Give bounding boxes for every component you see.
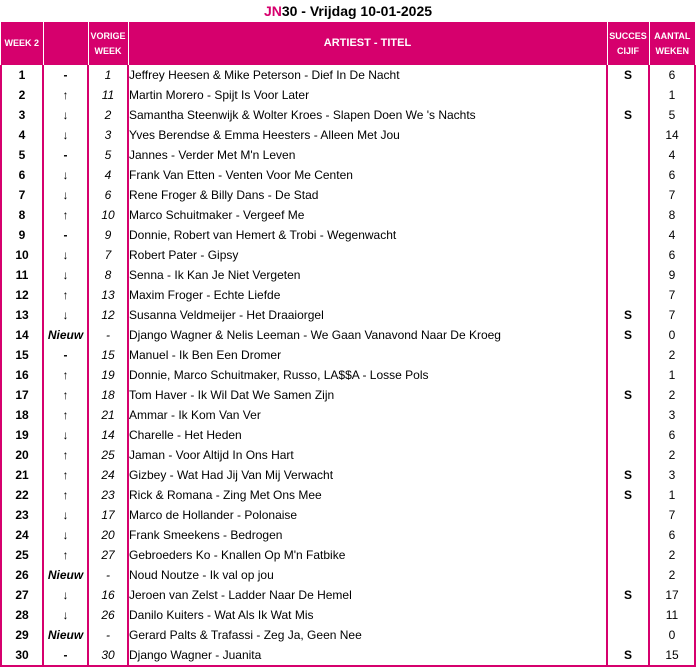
table-row (1, 405, 695, 425)
table-row (1, 365, 695, 385)
position-cell: 2 (1, 85, 43, 105)
arrow-up-icon: ↑ (62, 408, 69, 422)
success-cell (607, 125, 649, 145)
previous-week-cell: 27 (88, 545, 128, 565)
artist-title-cell: Donnie, Marco Schuitmaker, Russo, LA$$A - Losse Pols (128, 365, 607, 385)
table-row (1, 545, 695, 565)
arrow-down-icon: ↓ (62, 308, 69, 322)
arrow-down-icon: ↓ (62, 268, 69, 282)
previous-week-cell: 11 (88, 85, 128, 105)
success-cell (607, 545, 649, 565)
movement-cell: - (43, 65, 88, 85)
chart-brand: JN (263, 3, 282, 19)
table-row (1, 345, 695, 365)
previous-week-cell: 3 (88, 125, 128, 145)
position-cell: 19 (1, 425, 43, 445)
movement-cell (43, 465, 88, 485)
artist-title-cell: Martin Morero - Spijt Is Voor Later (128, 85, 607, 105)
previous-week-cell: 5 (88, 145, 128, 165)
position-cell: 13 (1, 305, 43, 325)
weeks-count-cell: 6 (649, 525, 695, 545)
artist-title-cell: Jaman - Voor Altijd In Ons Hart (128, 445, 607, 465)
weeks-count-cell: 7 (649, 185, 695, 205)
artist-title-cell: Django Wagner & Nelis Leeman - We Gaan Vanavond Naar De Kroeg (128, 325, 607, 345)
weeks-count-cell: 8 (649, 205, 695, 225)
movement-cell: Nieuw (43, 565, 88, 585)
artist-title-cell: Jannes - Verder Met M'n Leven (128, 145, 607, 165)
movement-cell (43, 525, 88, 545)
previous-week-cell: 15 (88, 345, 128, 365)
weeks-count-cell: 2 (649, 345, 695, 365)
header-prev-line1: VORIGE (90, 30, 126, 41)
previous-week-cell: 4 (88, 165, 128, 185)
arrow-down-icon: ↓ (62, 508, 69, 522)
weeks-count-cell: 2 (649, 385, 695, 405)
arrow-up-icon: ↑ (62, 448, 69, 462)
weeks-count-cell: 4 (649, 145, 695, 165)
arrow-down-icon: ↓ (62, 248, 69, 262)
arrow-up-icon: ↑ (62, 368, 69, 382)
table-row (1, 225, 695, 245)
weeks-count-cell: 0 (649, 325, 695, 345)
header-success (607, 22, 649, 65)
movement-cell: - (43, 645, 88, 666)
arrow-down-icon: ↓ (62, 108, 69, 122)
header-artist-title: ARTIEST - TITEL (128, 22, 607, 65)
table-row (1, 445, 695, 465)
position-cell: 28 (1, 605, 43, 625)
movement-cell: Nieuw (43, 325, 88, 345)
success-cell: S (607, 645, 649, 666)
table-row (1, 645, 695, 666)
artist-title-cell: Tom Haver - Ik Wil Dat We Samen Zijn (128, 385, 607, 405)
position-cell: 18 (1, 405, 43, 425)
arrow-up-icon: ↑ (62, 548, 69, 562)
artist-title-cell: Yves Berendse & Emma Heesters - Alleen Met Jou (128, 125, 607, 145)
movement-cell (43, 605, 88, 625)
header-movement (43, 22, 88, 65)
artist-title-cell: Maxim Froger - Echte Liefde (128, 285, 607, 305)
previous-week-cell: 25 (88, 445, 128, 465)
chart-title (0, 0, 696, 22)
arrow-up-icon: ↑ (62, 388, 69, 402)
artist-title-cell: Ammar - Ik Kom Van Ver (128, 405, 607, 425)
movement-cell (43, 405, 88, 425)
arrow-down-icon: ↓ (62, 428, 69, 442)
previous-week-cell: 6 (88, 185, 128, 205)
position-cell: 10 (1, 245, 43, 265)
arrow-down-icon: ↓ (62, 528, 69, 542)
table-row (1, 625, 695, 645)
previous-week-cell: 21 (88, 405, 128, 425)
position-cell: 15 (1, 345, 43, 365)
weeks-count-cell: 4 (649, 225, 695, 245)
table-row (1, 205, 695, 225)
movement-cell: - (43, 225, 88, 245)
movement-cell (43, 125, 88, 145)
chart-body (1, 65, 695, 666)
table-row (1, 425, 695, 445)
position-cell: 21 (1, 465, 43, 485)
movement-cell (43, 545, 88, 565)
previous-week-cell: 16 (88, 585, 128, 605)
artist-title-cell: Donnie, Robert van Hemert & Trobi - Wegenwacht (128, 225, 607, 245)
arrow-down-icon: ↓ (62, 188, 69, 202)
weeks-count-cell: 6 (649, 65, 695, 85)
artist-title-cell: Gizbey - Wat Had Jij Van Mij Verwacht (128, 465, 607, 485)
weeks-count-cell: 6 (649, 425, 695, 445)
movement-cell: - (43, 345, 88, 365)
position-cell: 17 (1, 385, 43, 405)
header-previous-week (88, 22, 128, 65)
artist-title-cell: Robert Pater - Gipsy (128, 245, 607, 265)
position-cell: 30 (1, 645, 43, 666)
success-cell: S (607, 385, 649, 405)
arrow-up-icon: ↑ (62, 288, 69, 302)
movement-cell: Nieuw (43, 625, 88, 645)
success-cell (607, 625, 649, 645)
success-cell (607, 425, 649, 445)
success-cell (607, 505, 649, 525)
header-succ-line2: CIJIF (616, 45, 639, 56)
success-cell (607, 145, 649, 165)
artist-title-cell: Rick & Romana - Zing Met Ons Mee (128, 485, 607, 505)
previous-week-cell: 18 (88, 385, 128, 405)
success-cell: S (607, 325, 649, 345)
table-row (1, 125, 695, 145)
table-row (1, 105, 695, 125)
weeks-count-cell: 17 (649, 585, 695, 605)
success-cell: S (607, 105, 649, 125)
success-cell (607, 245, 649, 265)
artist-title-cell: Rene Froger & Billy Dans - De Stad (128, 185, 607, 205)
table-row (1, 505, 695, 525)
movement-cell: - (43, 145, 88, 165)
weeks-count-cell: 3 (649, 465, 695, 485)
arrow-down-icon: ↓ (62, 128, 69, 142)
artist-title-cell: Django Wagner - Juanita (128, 645, 607, 666)
movement-cell (43, 285, 88, 305)
weeks-count-cell: 15 (649, 645, 695, 666)
table-row (1, 485, 695, 505)
table-row (1, 525, 695, 545)
success-cell (607, 345, 649, 365)
artist-title-cell: Charelle - Het Heden (128, 425, 607, 445)
weeks-count-cell: 1 (649, 485, 695, 505)
weeks-count-cell: 3 (649, 405, 695, 425)
arrow-down-icon: ↓ (62, 588, 69, 602)
success-cell (607, 285, 649, 305)
artist-title-cell: Samantha Steenwijk & Wolter Kroes - Slapen Doen We 's Nachts (128, 105, 607, 125)
weeks-count-cell: 7 (649, 305, 695, 325)
position-cell: 7 (1, 185, 43, 205)
arrow-up-icon: ↑ (62, 468, 69, 482)
success-cell: S (607, 65, 649, 85)
artist-title-cell: Marco Schuitmaker - Vergeef Me (128, 205, 607, 225)
previous-week-cell: 14 (88, 425, 128, 445)
position-cell: 24 (1, 525, 43, 545)
movement-cell (43, 505, 88, 525)
previous-week-cell: 7 (88, 245, 128, 265)
position-cell: 9 (1, 225, 43, 245)
previous-week-cell: 12 (88, 305, 128, 325)
previous-week-cell: 23 (88, 485, 128, 505)
arrow-down-icon: ↓ (62, 168, 69, 182)
table-row (1, 305, 695, 325)
weeks-count-cell: 2 (649, 545, 695, 565)
movement-cell (43, 485, 88, 505)
header-week: WEEK 2 (1, 22, 43, 65)
artist-title-cell: Danilo Kuiters - Wat Als Ik Wat Mis (128, 605, 607, 625)
previous-week-cell: 1 (88, 65, 128, 85)
position-cell: 14 (1, 325, 43, 345)
previous-week-cell: - (88, 565, 128, 585)
table-row (1, 185, 695, 205)
success-cell (607, 225, 649, 245)
table-row (1, 165, 695, 185)
artist-title-cell: Manuel - Ik Ben Een Dromer (128, 345, 607, 365)
artist-title-cell: Noud Noutze - Ik val op jou (128, 565, 607, 585)
previous-week-cell: 24 (88, 465, 128, 485)
success-cell: S (607, 585, 649, 605)
position-cell: 27 (1, 585, 43, 605)
movement-cell (43, 105, 88, 125)
arrow-up-icon: ↑ (62, 488, 69, 502)
position-cell: 4 (1, 125, 43, 145)
weeks-count-cell: 11 (649, 605, 695, 625)
previous-week-cell: - (88, 625, 128, 645)
artist-title-cell: Frank Van Etten - Venten Voor Me Centen (128, 165, 607, 185)
arrow-up-icon: ↑ (62, 208, 69, 222)
position-cell: 29 (1, 625, 43, 645)
success-cell: S (607, 485, 649, 505)
position-cell: 8 (1, 205, 43, 225)
previous-week-cell: 13 (88, 285, 128, 305)
position-cell: 22 (1, 485, 43, 505)
header-succ-line1: SUCCES (609, 30, 647, 41)
weeks-count-cell: 7 (649, 285, 695, 305)
artist-title-cell: Jeffrey Heesen & Mike Peterson - Dief In De Nacht (128, 65, 607, 85)
table-row (1, 565, 695, 585)
header-weeks-line2: WEKEN (655, 45, 689, 56)
success-cell (607, 365, 649, 385)
movement-cell (43, 385, 88, 405)
position-cell: 16 (1, 365, 43, 385)
weeks-count-cell: 6 (649, 245, 695, 265)
table-row (1, 605, 695, 625)
weeks-count-cell: 6 (649, 165, 695, 185)
movement-cell (43, 185, 88, 205)
artist-title-cell: Marco de Hollander - Polonaise (128, 505, 607, 525)
success-cell (607, 605, 649, 625)
artist-title-cell: Susanna Veldmeijer - Het Draaiorgel (128, 305, 607, 325)
success-cell (607, 205, 649, 225)
artist-title-cell: Gerard Palts & Trafassi - Zeg Ja, Geen Nee (128, 625, 607, 645)
chart-table (0, 22, 696, 667)
success-cell: S (607, 465, 649, 485)
artist-title-cell: Jeroen van Zelst - Ladder Naar De Hemel (128, 585, 607, 605)
artist-title-cell: Gebroeders Ko - Knallen Op M'n Fatbike (128, 545, 607, 565)
weeks-count-cell: 1 (649, 365, 695, 385)
weeks-count-cell: 9 (649, 265, 695, 285)
weeks-count-cell: 2 (649, 565, 695, 585)
previous-week-cell: 17 (88, 505, 128, 525)
table-row (1, 385, 695, 405)
table-row (1, 265, 695, 285)
table-row (1, 585, 695, 605)
position-cell: 6 (1, 165, 43, 185)
movement-cell (43, 445, 88, 465)
success-cell (607, 85, 649, 105)
movement-cell (43, 425, 88, 445)
movement-cell (43, 165, 88, 185)
previous-week-cell: - (88, 325, 128, 345)
table-row (1, 285, 695, 305)
artist-title-cell: Frank Smeekens - Bedrogen (128, 525, 607, 545)
arrow-down-icon: ↓ (62, 608, 69, 622)
success-cell: S (607, 305, 649, 325)
chart-date-title: 30 - Vrijdag 10-01-2025 (281, 3, 433, 19)
position-cell: 5 (1, 145, 43, 165)
position-cell: 1 (1, 65, 43, 85)
table-row (1, 85, 695, 105)
weeks-count-cell: 14 (649, 125, 695, 145)
movement-cell (43, 365, 88, 385)
movement-cell (43, 585, 88, 605)
table-row (1, 465, 695, 485)
movement-cell (43, 245, 88, 265)
previous-week-cell: 20 (88, 525, 128, 545)
success-cell (607, 265, 649, 285)
movement-cell (43, 85, 88, 105)
previous-week-cell: 10 (88, 205, 128, 225)
success-cell (607, 185, 649, 205)
header-weeks-line1: AANTAL (654, 30, 691, 41)
position-cell: 12 (1, 285, 43, 305)
previous-week-cell: 30 (88, 645, 128, 666)
header-weeks (649, 22, 695, 65)
position-cell: 20 (1, 445, 43, 465)
weeks-count-cell: 2 (649, 445, 695, 465)
position-cell: 26 (1, 565, 43, 585)
previous-week-cell: 8 (88, 265, 128, 285)
success-cell (607, 405, 649, 425)
arrow-up-icon: ↑ (62, 88, 69, 102)
weeks-count-cell: 5 (649, 105, 695, 125)
movement-cell (43, 265, 88, 285)
table-row (1, 65, 695, 85)
weeks-count-cell: 0 (649, 625, 695, 645)
header-row (1, 22, 695, 65)
header-prev-line2: WEEK (94, 45, 122, 56)
artist-title-cell: Senna - Ik Kan Je Niet Vergeten (128, 265, 607, 285)
success-cell (607, 565, 649, 585)
position-cell: 3 (1, 105, 43, 125)
previous-week-cell: 19 (88, 365, 128, 385)
weeks-count-cell: 1 (649, 85, 695, 105)
position-cell: 25 (1, 545, 43, 565)
table-row (1, 325, 695, 345)
previous-week-cell: 26 (88, 605, 128, 625)
success-cell (607, 525, 649, 545)
movement-cell (43, 205, 88, 225)
previous-week-cell: 9 (88, 225, 128, 245)
table-row (1, 145, 695, 165)
position-cell: 23 (1, 505, 43, 525)
weeks-count-cell: 7 (649, 505, 695, 525)
success-cell (607, 165, 649, 185)
position-cell: 11 (1, 265, 43, 285)
movement-cell (43, 305, 88, 325)
success-cell (607, 445, 649, 465)
previous-week-cell: 2 (88, 105, 128, 125)
table-row (1, 245, 695, 265)
